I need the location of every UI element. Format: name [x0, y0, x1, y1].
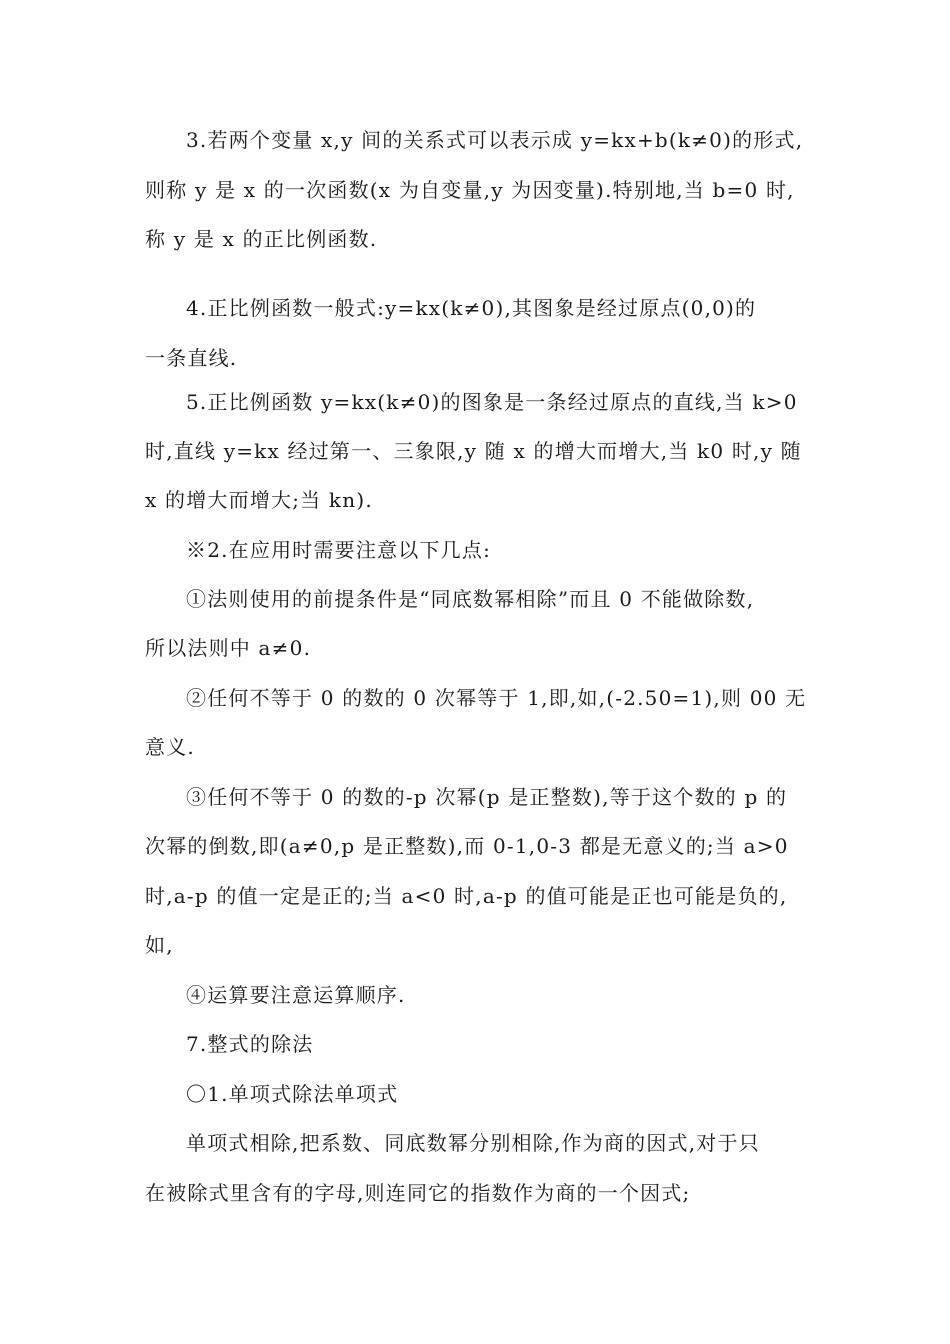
- rule-3-line-3: 时,a-p 的值一定是正的;当 a<0 时,a-p 的值可能是正也可能是负的,: [145, 884, 788, 908]
- paragraph-4-line-2: 一条直线.: [145, 346, 238, 370]
- paragraph-5-line-2: 时,直线 y=kx 经过第一、三象限,y 随 x 的增大而增大,当 k0 时,y 随: [145, 439, 802, 463]
- paragraph-4-line-1: 4.正比例函数一般式:y=kx(k≠0),其图象是经过原点(0,0)的: [186, 296, 757, 320]
- paragraph-5-line-1: 5.正比例函数 y=kx(k≠0)的图象是一条经过原点的直线,当 k>0: [186, 390, 798, 414]
- paragraph-3-line-2: 则称 y 是 x 的一次函数(x 为自变量,y 为因变量).特别地,当 b=0 时,: [145, 178, 795, 202]
- rule-2-line-2: 意义.: [145, 735, 195, 759]
- rule-4-line-1: ④运算要注意运算顺序.: [186, 983, 406, 1007]
- paragraph-division-line-1: 单项式相除,把系数、同底数幂分别相除,作为商的因式,对于只: [186, 1131, 760, 1155]
- paragraph-3-line-1: 3.若两个变量 x,y 间的关系式可以表示成 y=kx+b(k≠0)的形式,: [186, 128, 804, 152]
- rule-3-line-1: ③任何不等于 0 的数的-p 次幂(p 是正整数),等于这个数的 p 的: [186, 785, 788, 809]
- rule-2-line-1: ②任何不等于 0 的数的 0 次幂等于 1,即,如,(-2.50=1),则 00 无: [186, 686, 807, 710]
- paragraph-5-line-3: x 的增大而增大;当 kn).: [145, 488, 373, 512]
- rule-3-line-4: 如,: [145, 933, 174, 957]
- section-heading-7: 7.整式的除法: [186, 1032, 314, 1056]
- rule-3-line-2: 次幂的倒数,即(a≠0,p 是正整数),而 0-1,0-3 都是无意义的;当 a>0: [145, 834, 789, 858]
- section-heading-2: ※2.在应用时需要注意以下几点:: [186, 538, 492, 562]
- rule-1-line-2: 所以法则中 a≠0.: [145, 636, 312, 660]
- subsection-heading-1: 〇1.单项式除法单项式: [186, 1082, 399, 1106]
- paragraph-3-line-3: 称 y 是 x 的正比例函数.: [145, 227, 378, 251]
- paragraph-division-line-2: 在被除式里含有的字母,则连同它的指数作为商的一个因式;: [145, 1181, 691, 1205]
- rule-1-line-1: ①法则使用的前提条件是“同底数幂相除”而且 0 不能做除数,: [186, 587, 755, 611]
